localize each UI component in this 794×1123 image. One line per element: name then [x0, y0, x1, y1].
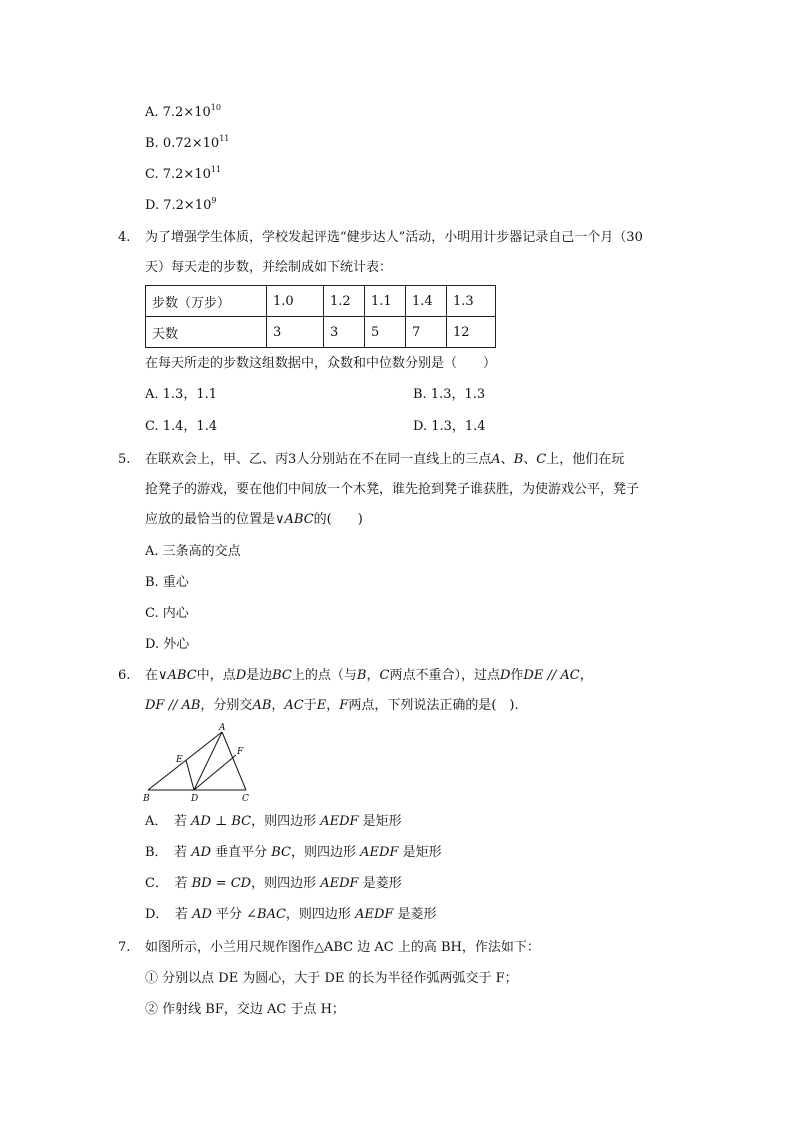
q6-text-line1: [145, 667, 593, 685]
table-cell: 步数（万步）: [146, 286, 267, 317]
label-f: F: [237, 747, 244, 757]
text-run: ，: [271, 698, 285, 713]
q5-option-b: B. 重心: [145, 575, 189, 590]
triangle-figure: [140, 722, 260, 804]
math-var: B: [513, 452, 524, 467]
text-run: 平分: [211, 907, 247, 922]
q4-number: 4.: [118, 230, 131, 245]
q7-number: 7.: [118, 940, 131, 955]
table-cell: 7: [406, 317, 447, 348]
math-var: D: [499, 668, 511, 683]
segment-de: [186, 760, 194, 790]
table-row: [146, 286, 496, 317]
text-run: B． 若: [145, 845, 192, 860]
math-var: AEDF: [355, 907, 394, 922]
option-exponent: 9: [211, 196, 217, 205]
q6-option-b: [145, 844, 442, 862]
text-run: 上，他们在玩: [546, 452, 625, 467]
text-run: 两点不重合），过点: [389, 668, 500, 683]
text-run: 在联欢会上，甲、乙、丙3人分别站在不在同一直线上的三点: [145, 452, 492, 467]
text-run: 于: [303, 698, 317, 713]
text-run: 应放的最恰当的位置是: [145, 512, 276, 527]
math-var: BC: [272, 668, 292, 683]
table-cell: 12: [447, 317, 496, 348]
text-run: 在: [145, 668, 159, 683]
table-cell: 3: [267, 317, 324, 348]
text-run: 的( ): [313, 512, 363, 527]
q6-option-c: [145, 875, 402, 893]
math-var: AC: [284, 698, 304, 713]
text-run: 两点，下列说法正确的是( ).: [348, 698, 519, 713]
text-run: 是边: [246, 668, 273, 683]
math-var: AD: [192, 907, 212, 922]
text-run: ，则四边形: [291, 845, 361, 860]
math-var: AEDF: [320, 814, 359, 829]
text-run: 是矩形: [398, 845, 442, 860]
q5-number: 5.: [118, 452, 131, 467]
math-expr: ∨ABC: [275, 512, 314, 527]
math-expr: BD = CD: [191, 876, 252, 891]
option-mantissa: 7.2×10: [163, 198, 212, 213]
option-exponent: 10: [210, 103, 221, 112]
math-expr: DE // AC: [523, 668, 580, 683]
text-run: 是菱形: [393, 907, 437, 922]
table-cell: 3: [324, 317, 365, 348]
q4-text-line2: 天）每天走的步数，并绘制成如下统计表：: [145, 260, 393, 275]
table-cell: 天数: [146, 317, 267, 348]
text-run: 作: [510, 668, 524, 683]
text-run: 中，点: [196, 668, 236, 683]
q4-option-b: B. 1.3，1.3: [413, 387, 486, 402]
segment-ad: [194, 732, 222, 790]
q3-option-b: [145, 135, 229, 153]
text-run: 是菱形: [358, 876, 402, 891]
option-label: A.: [145, 105, 163, 120]
q5-option-d: D. 外心: [145, 637, 190, 652]
q4-text-line1: 为了增强学生体质，学校发起评选“健步达人”活动，小明用计步器记录自己一个月（30: [145, 230, 643, 245]
table-cell: 1.1: [365, 286, 406, 317]
option-exponent: 11: [219, 134, 230, 143]
q4-option-a: A. 1.3，1.1: [145, 387, 218, 402]
text-run: 、: [500, 452, 514, 467]
math-var: F: [339, 698, 349, 713]
text-run: ，: [326, 698, 340, 713]
label-d: D: [191, 794, 199, 804]
text-run: A． 若: [145, 814, 192, 829]
label-c: C: [242, 794, 249, 804]
text-run: 垂直平分: [211, 845, 272, 860]
q5-text-line1: [145, 451, 624, 469]
q6-number: 6.: [118, 668, 131, 683]
math-var: B: [356, 668, 367, 683]
q5-text-line2: 抢凳子的游戏，要在他们中间放一个木凳，谁先抢到凳子谁获胜，为使游戏公平，凳子: [145, 482, 640, 497]
math-var: D: [235, 668, 247, 683]
q4-question: 在每天所走的步数这组数据中，众数和中位数分别是（ ）: [145, 356, 497, 371]
math-expr: AD ⊥ BC: [191, 814, 252, 829]
q7-step2: ② 作射线 BF，交边 AC 于点 H；: [145, 1002, 345, 1017]
option-mantissa: 7.2×10: [162, 105, 211, 120]
text-run: 、: [523, 452, 537, 467]
math-var: AD: [191, 845, 211, 860]
text-run: 是矩形: [358, 814, 402, 829]
q6-option-d: [145, 906, 437, 924]
text-run: ，则四边形: [251, 814, 321, 829]
segment-ac: [222, 732, 246, 790]
text-run: 上的点（与: [291, 668, 357, 683]
table-cell: 1.4: [406, 286, 447, 317]
math-var: AB: [252, 698, 272, 713]
steps-table: [145, 285, 496, 348]
table-cell: 1.0: [267, 286, 324, 317]
option-mantissa: 0.72×10: [162, 136, 220, 151]
text-run: ，: [366, 668, 380, 683]
text-run: ，分别交: [200, 698, 253, 713]
text-run: ，则四边形: [251, 876, 321, 891]
math-expr: ∨ABC: [158, 668, 197, 683]
q3-option-c: [145, 166, 221, 184]
q4-option-c: C. 1.4，1.4: [145, 419, 218, 434]
math-expr: ∠BAC: [246, 907, 286, 922]
q5-option-a: A. 三条高的交点: [145, 544, 241, 559]
label-e: E: [176, 755, 183, 765]
text-run: C． 若: [145, 876, 192, 891]
q5-text-line3: [145, 511, 363, 529]
option-label: D.: [145, 198, 164, 213]
q5-option-c: C. 内心: [145, 606, 189, 621]
math-expr: DF // AB: [145, 698, 201, 713]
option-label: C.: [145, 167, 163, 182]
option-mantissa: 7.2×10: [162, 167, 211, 182]
table-cell: 1.2: [324, 286, 365, 317]
option-label: B.: [145, 136, 163, 151]
q3-option-d: [145, 197, 216, 215]
math-var: C: [536, 452, 547, 467]
math-var: AEDF: [320, 876, 359, 891]
q6-text-line2: [145, 697, 519, 715]
q3-option-a: [145, 104, 221, 122]
table-cell: 5: [365, 317, 406, 348]
q7-step1: ① 分别以点 DE 为圆心，大于 DE 的长为半径作弧两弧交于 F；: [145, 971, 518, 986]
option-exponent: 11: [210, 165, 222, 174]
segment-df: [194, 755, 236, 790]
math-var: BC: [271, 845, 292, 860]
q7-text-line1: 如图所示，小兰用尺规作图作△ABC 边 AC 上的高 BH，作法如下：: [145, 940, 540, 955]
q4-option-d: D. 1.3，1.4: [413, 419, 486, 434]
math-var: AEDF: [360, 845, 399, 860]
math-var: E: [316, 698, 327, 713]
text-run: ，则四边形: [285, 907, 356, 922]
math-var: C: [379, 668, 390, 683]
table-row: [146, 317, 496, 348]
text-run: D． 若: [145, 907, 193, 922]
math-var: A: [491, 452, 501, 467]
table-cell: 1.3: [447, 286, 496, 317]
label-a: A: [219, 723, 226, 733]
label-b: B: [143, 794, 150, 804]
q6-option-a: [145, 813, 402, 831]
segment-ab: [148, 732, 222, 790]
text-run: ，: [579, 668, 593, 683]
